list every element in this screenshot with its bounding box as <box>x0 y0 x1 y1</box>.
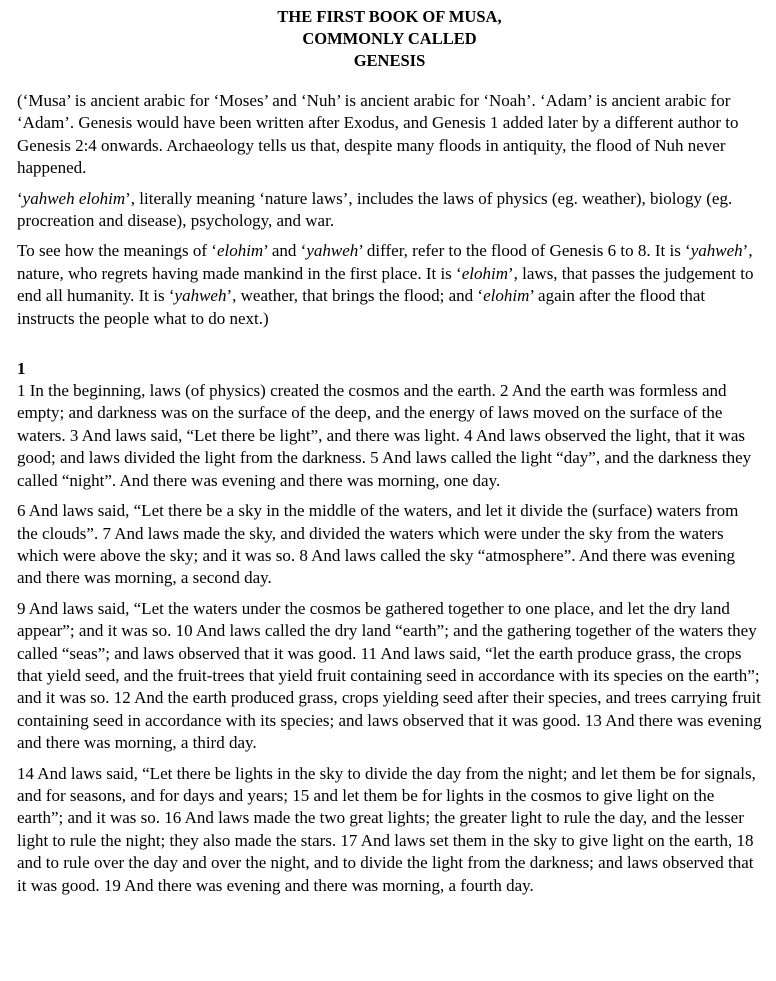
term-elohim: elohim <box>461 263 508 283</box>
intro-paragraph-3: To see how the meanings of ‘elohim’ and ‘yahweh’ differ, refer to the flood of Genesis 6 to 8. It is ‘yahweh’, nature, who regrets having made mankind in the first place. It is ‘elohim’, laws, that passes the judgement to end all humanity. It is ‘yahweh’, weather, that brings the flood; and ‘elohim’ again after the flood that instructs the people what to do next.) <box>17 241 754 328</box>
title-line-3: GENESIS <box>353 51 426 70</box>
chapter-1 <box>17 358 762 897</box>
chapter-paragraph: 9 And laws said, “Let the waters under the cosmos be gathered together to one place, and let the dry land appear”; and it was so. 10 And laws called the dry land “earth”; and the gathering together of the waters they called “seas”; and laws observed that it was good. 11 And laws said, “let the earth produce grass, the crops that yield seed, and the fruit-trees that yield fruit containing seed in accordance with its species on the earth”; and it was so. 12 And the earth produced grass, crops yielding seed after their species, and trees carrying fruit containing seed in accordance with its species; and laws observed that it was good. 13 And there was evening and there was morning, a third day. <box>17 598 762 753</box>
intro-paragraph-1: (‘Musa’ is ancient arabic for ‘Moses’ and ‘Nuh’ is ancient arabic for ‘Noah’. ‘Adam’ is ancient arabic for ‘Adam’. Genesis would have been written after Exodus, and Genesis 1 added later by a different author to Genesis 2:4 onwards. Archaeology tells us that, despite many floods in antiquity, the flood of Nuh never happened. <box>17 91 739 178</box>
term-yahweh: yahweh <box>306 241 359 261</box>
title-line-2: COMMONLY CALLED <box>302 29 477 48</box>
chapter-number: 1 <box>17 359 26 379</box>
chapter-paragraph: 14 And laws said, “Let there be lights in the sky to divide the day from the night; and let them be for signals, and for seasons, and for days and years; 15 and let them be for lights in the cosmos to give light on the earth”; and it was so. 16 And laws made the two great lights; the greater light to rule the day, and the lesser light to rule the night; they also made the stars. 17 And laws set them in the sky to give light on the earth, 18 and to rule over the day and over the night, and to divide the light from the darkness; and laws observed that it was good. 19 And there was evening and there was morning, a fourth day. <box>17 763 756 895</box>
chapter-paragraph: 1 In the beginning, laws (of physics) created the cosmos and the earth. 2 And the earth was formless and empty; and darkness was on the surface of the deep, and the energy of laws moved on the surface of the waters. 3 And laws said, “Let there be light”, and there was light. 4 And laws observed the light, that it was good; and laws divided the light from the darkness. 5 And laws called the light “day”, and the darkness they called “night”. And there was evening and there was morning, one day. <box>17 381 752 490</box>
book-title <box>17 6 762 72</box>
term-elohim: elohim <box>216 241 264 261</box>
term-elohim: elohim <box>483 286 530 306</box>
term-yahweh: yahweh <box>174 286 227 306</box>
introduction <box>17 90 762 330</box>
intro-paragraph-2: ‘yahweh elohim’, literally meaning ‘nature laws’, includes the laws of physics (eg. weather), biology (eg. procreation and disease), psychology, and war. <box>17 188 733 231</box>
chapter-paragraph: 6 And laws said, “Let there be a sky in the middle of the waters, and let it divide the (surface) waters from the clouds”. 7 And laws made the sky, and divided the waters which were under the sky from the waters which were above the sky; and it was so. 8 And laws called the sky “atmosphere”. And there was evening and there was morning, a second day. <box>17 501 739 588</box>
term-yahweh-elohim: yahweh elohim <box>22 188 126 208</box>
title-line-1: THE FIRST BOOK OF MUSA, <box>277 7 502 26</box>
term-yahweh: yahweh <box>690 241 743 261</box>
